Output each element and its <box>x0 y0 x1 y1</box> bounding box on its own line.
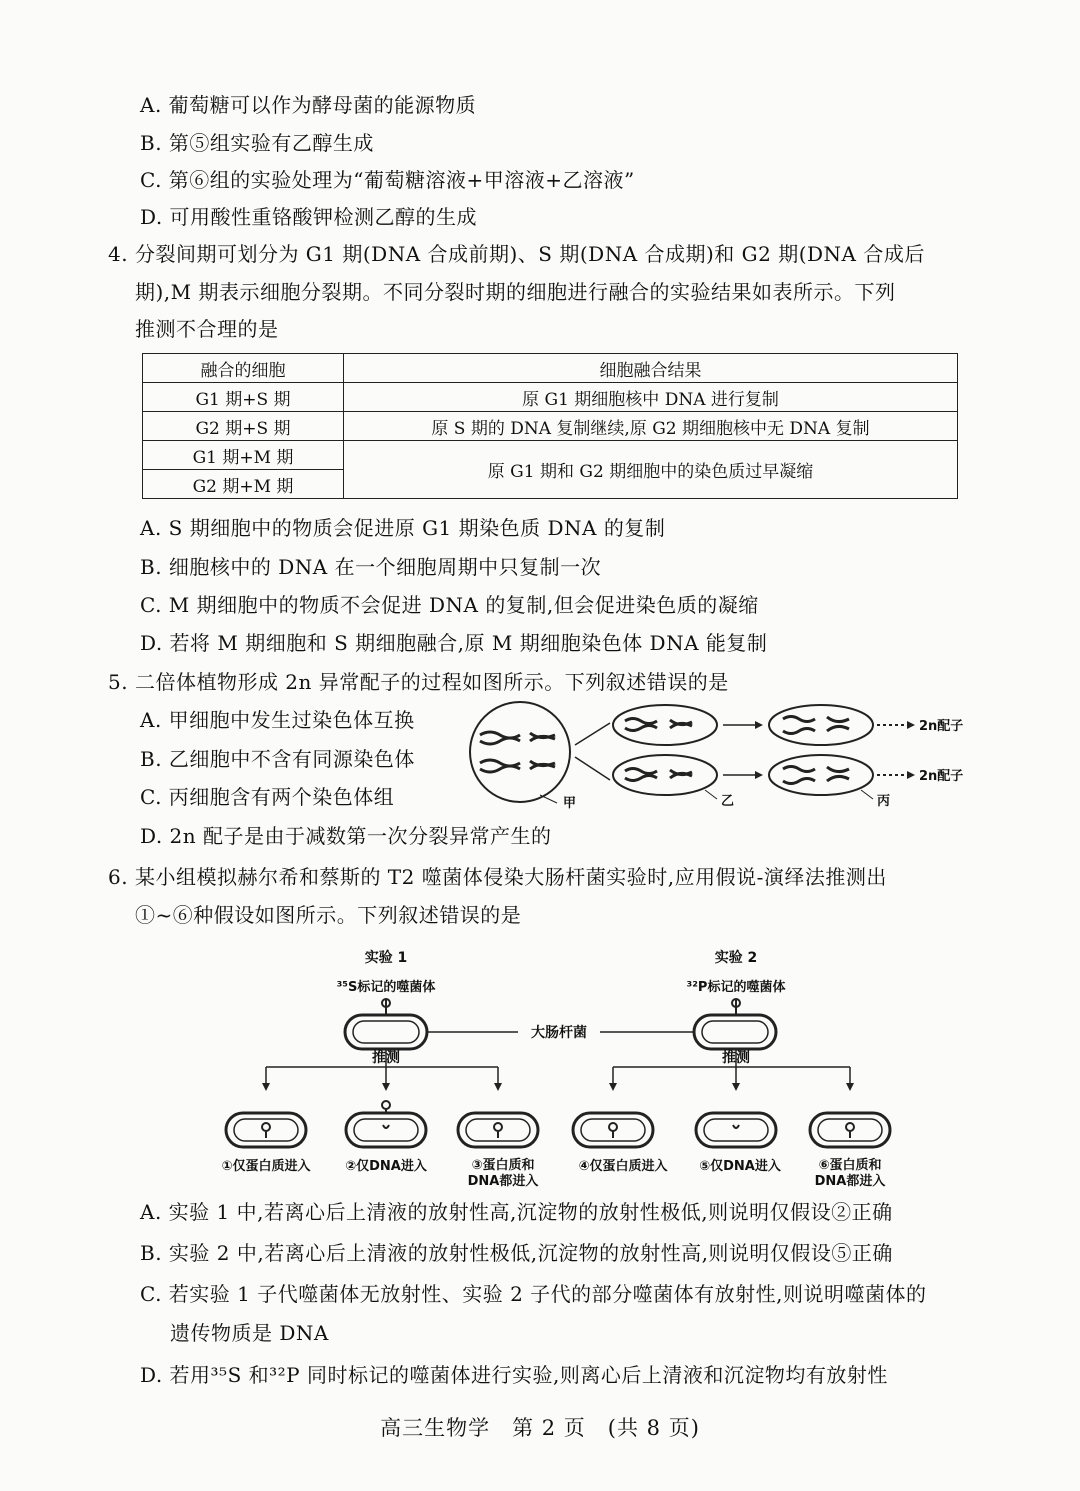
q4-result-table <box>142 353 958 499</box>
gamete-label-1: 2n配子 <box>919 719 964 734</box>
table-cell-merged: 原 G1 期和 G2 期细胞中的染色质过早凝缩 <box>344 441 958 499</box>
hypothesis-6-line2: DNA都进入 <box>814 1174 886 1189</box>
table-cell: 原 S 期的 DNA 复制继续,原 G2 期细胞核中无 DNA 复制 <box>344 412 958 441</box>
q4-option-d: D. 若将 M 期细胞和 S 期细胞融合,原 M 期细胞染色体 DNA 能复制 <box>140 631 768 655</box>
table-cell: G2 期+S 期 <box>143 412 344 441</box>
gamete-label-2: 2n配子 <box>919 769 964 784</box>
q6-option-d: D. 若用³⁵S 和³²P 同时标记的噬菌体进行实验,则离心后上清液和沉淀物均有放射性 <box>140 1363 888 1387</box>
q4-option-c: C. M 期细胞中的物质不会促进 DNA 的复制,但会促进染色质的凝缩 <box>140 593 759 617</box>
q5-stem: 5. 二倍体植物形成 2n 异常配子的过程如图所示。下列叙述错误的是 <box>108 670 729 694</box>
table-cell: G2 期+M 期 <box>143 470 344 499</box>
exp1-title: 实验 1 <box>364 950 408 966</box>
q5-option-b: B. 乙细胞中不含有同源染色体 <box>140 747 415 771</box>
q5-option-d: D. 2n 配子是由于减数第一次分裂异常产生的 <box>140 824 552 848</box>
hypothesis-1: ①仅蛋白质进入 <box>221 1159 311 1174</box>
table-header-result: 细胞融合结果 <box>344 354 958 383</box>
q3-option-c: C. 第⑥组的实验处理为“葡萄糖溶液+甲溶液+乙溶液” <box>140 168 635 192</box>
table-cell: G1 期+M 期 <box>143 441 344 470</box>
hypothesis-3-line1: ③蛋白质和 <box>471 1158 535 1173</box>
q4-option-b: B. 细胞核中的 DNA 在一个细胞周期中只复制一次 <box>140 555 602 579</box>
hypothesis-6-line1: ⑥蛋白质和 <box>818 1158 882 1173</box>
table-header-cells: 融合的细胞 <box>143 354 344 383</box>
table-cell: 原 G1 期细胞核中 DNA 进行复制 <box>344 383 958 412</box>
hypothesis-3-line2: DNA都进入 <box>467 1174 539 1189</box>
q6-stem-line1: 6. 某小组模拟赫尔希和蔡斯的 T2 噬菌体侵染大肠杆菌实验时,应用假说-演绎法推测出 <box>108 865 887 889</box>
label-yi: 乙 <box>721 794 735 809</box>
q4-stem-line2: 期),M 期表示细胞分裂期。不同分裂时期的细胞进行融合的实验结果如表所示。下列 <box>135 280 896 304</box>
q6-option-b: B. 实验 2 中,若离心后上清液的放射性极低,沉淀物的放射性高,则说明仅假设⑤正确 <box>140 1241 893 1265</box>
q4-stem-line1: 4. 分裂间期可划分为 G1 期(DNA 合成前期)、S 期(DNA 合成期)和 G2 期(DNA 合成后 <box>108 242 925 266</box>
host-label: 大肠杆菌 <box>531 1025 587 1041</box>
label-bing: 丙 <box>877 794 891 809</box>
page-footer: 高三生物学 第 2 页 (共 8 页) <box>380 1416 700 1440</box>
predict-label-2: 推测 <box>722 1050 750 1066</box>
hypothesis-4: ④仅蛋白质进入 <box>578 1159 668 1174</box>
table-cell: G1 期+S 期 <box>143 383 344 412</box>
q3-option-d: D. 可用酸性重铬酸钾检测乙醇的生成 <box>140 205 478 229</box>
q4-option-a: A. S 期细胞中的物质会促进原 G1 期染色质 DNA 的复制 <box>140 516 666 540</box>
label-jia: 甲 <box>563 796 577 811</box>
exp2-title: 实验 2 <box>714 950 758 966</box>
q4-stem-line3: 推测不合理的是 <box>135 317 279 341</box>
q5-meiosis-diagram <box>465 695 985 815</box>
exp1-subtitle: ³⁵S标记的噬菌体 <box>336 980 436 995</box>
q5-option-c: C. 丙细胞含有两个染色体组 <box>140 785 395 809</box>
hypothesis-2: ②仅DNA进入 <box>345 1159 427 1174</box>
q6-option-c-line2: 遗传物质是 DNA <box>170 1321 329 1345</box>
q3-option-a: A. 葡萄糖可以作为酵母菌的能源物质 <box>140 93 477 117</box>
q6-stem-line2: ①~⑥种假设如图所示。下列叙述错误的是 <box>135 903 522 927</box>
predict-label-1: 推测 <box>372 1050 400 1066</box>
hypothesis-5: ⑤仅DNA进入 <box>699 1159 781 1174</box>
q6-option-c-line1: C. 若实验 1 子代噬菌体无放射性、实验 2 子代的部分噬菌体有放射性,则说明噬菌体的 <box>140 1282 927 1306</box>
q6-phage-diagram <box>200 945 900 1195</box>
q6-option-a: A. 实验 1 中,若离心后上清液的放射性高,沉淀物的放射性极低,则说明仅假设②正确 <box>140 1200 893 1224</box>
q3-option-b: B. 第⑤组实验有乙醇生成 <box>140 131 374 155</box>
exp2-subtitle: ³²P标记的噬菌体 <box>686 980 786 995</box>
q5-option-a: A. 甲细胞中发生过染色体互换 <box>140 708 415 732</box>
